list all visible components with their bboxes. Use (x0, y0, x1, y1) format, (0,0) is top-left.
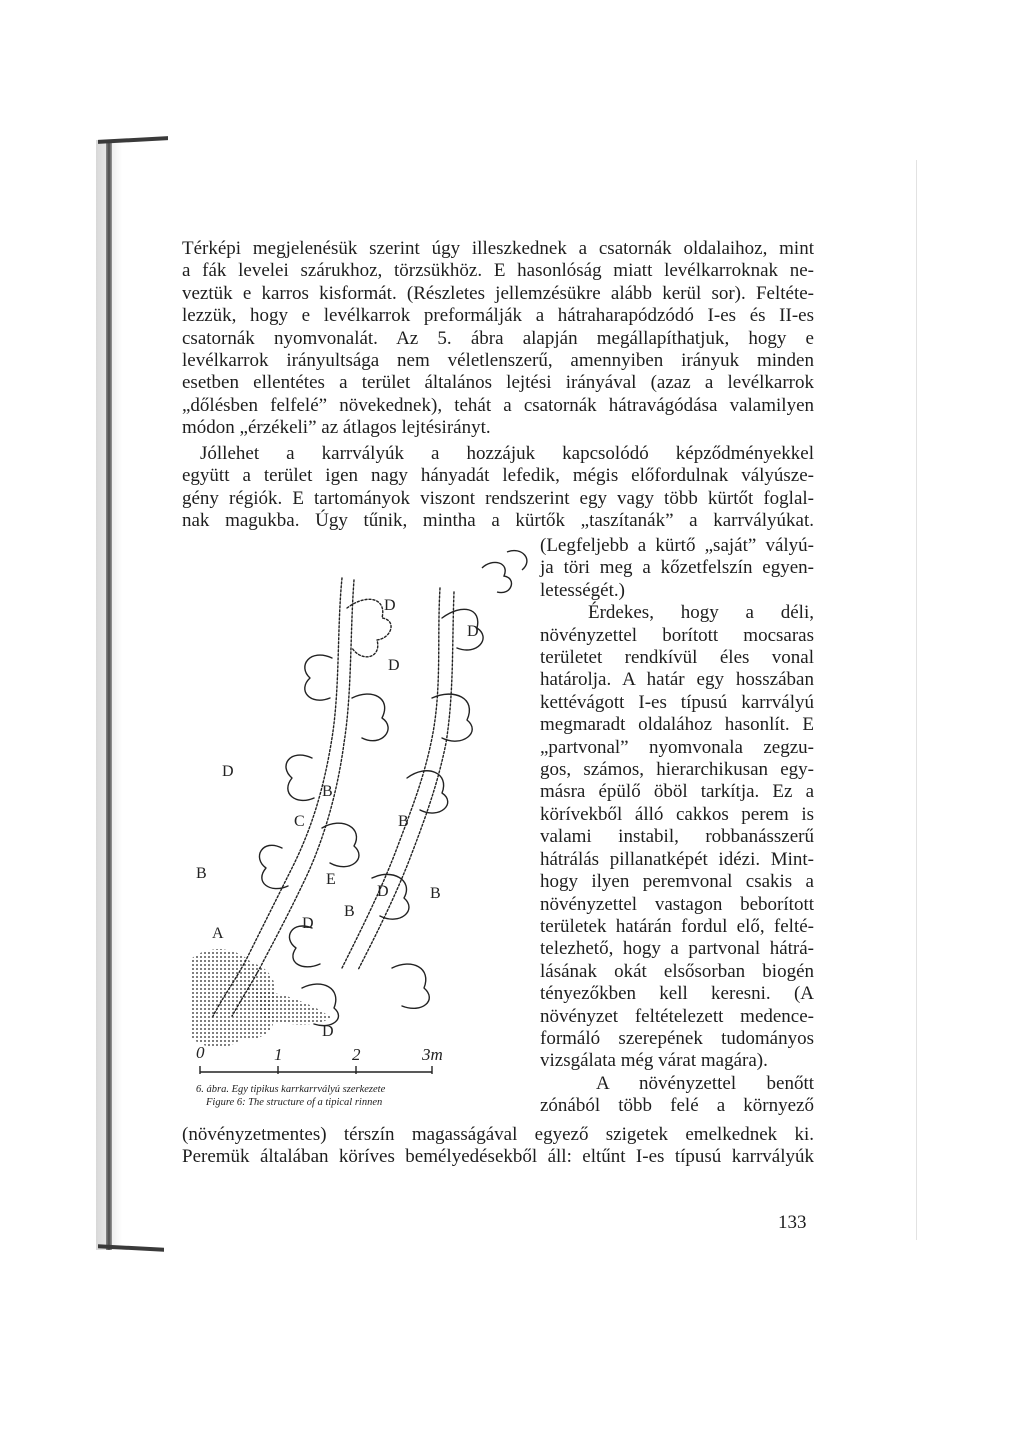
sketch-label: B (322, 783, 333, 800)
text-line: zónából több felé a környező (540, 1095, 814, 1117)
karren-sketch (192, 548, 532, 1104)
text-line: körívekből álló cakkos perem is (540, 803, 814, 825)
paragraph-2 (182, 443, 814, 533)
scale-bar (196, 1043, 443, 1074)
scale-label: 3m (422, 1045, 443, 1064)
sketch-label: D (388, 657, 400, 674)
text-line: „partvonal” nyomvonala zegzu- (540, 736, 814, 758)
sketch-label: B (196, 865, 207, 882)
text-line: (növényzetmentes) térszín magasságával egyező szigetek emelkednek ki. (182, 1124, 814, 1145)
sketch-label: C (294, 813, 305, 830)
text-line: Térképi megjelenésük szerint úgy illeszkednek a csatornák oldalaihoz, mint (182, 238, 814, 259)
scale-label: 2 (352, 1045, 361, 1064)
text-line: határolja. A határ egy hosszában (540, 669, 814, 691)
text-line: növényzettel borított mocsaras (540, 624, 814, 646)
text-line: lásának okát elsősorban biogén (540, 960, 814, 982)
sketch-label: D (302, 915, 314, 932)
text-line: A növényzettel benőtt (596, 1072, 814, 1094)
text-line: veztük e karros kisformát. (Részletes jellemzésükre alább kerül sor). Feltéte- (182, 282, 814, 304)
text-line: területek határán fordul elő, felté- (540, 915, 814, 937)
text-line: valami instabil, robbanásszerű (540, 826, 814, 848)
figure-caption (196, 1083, 516, 1109)
sketch-label: D (467, 623, 479, 640)
text-line: hogy ilyen peremvonal csakis a (540, 871, 814, 893)
text-line: területet rendkívül éles vonal (540, 647, 814, 669)
sketch-label: D (377, 883, 389, 900)
sketch-label: B (430, 885, 441, 902)
text-line: „dőlésben felfelé” növekednek), tehát a csatornák hátravágódása valamilyen (182, 394, 814, 416)
text-line: csatornák nyomvonalát. Az 5. ábra alapján megállapíthatjuk, hogy e (182, 327, 814, 349)
text-line: Érdekes, hogy a déli, (588, 602, 814, 624)
text-line: (Legfeljebb a kürtő „saját” vályú- (540, 535, 814, 556)
north-marker-icon (482, 551, 527, 593)
text-line: formáló szerepének tudományos (540, 1027, 814, 1049)
text-line: Peremük általában köríves bemélyedésekből áll: eltűnt I-es típusú karrvályúk (182, 1146, 814, 1168)
corner-mark-top (98, 136, 168, 144)
text-line: növényzettel vastagon beborított (540, 893, 814, 915)
text-line: nak magukba. Úgy tűnik, mintha a kürtők „taszítanák” a karrvályúkat. (182, 510, 814, 532)
sketch-label: E (326, 871, 336, 888)
scale-label: 1 (274, 1045, 283, 1064)
page-number: 133 (778, 1212, 807, 1233)
text-line: módon „érzékeli” az átlagos lejtésirányt. (182, 417, 491, 439)
text-line: kettévágott I-es típusú karrvályú (540, 691, 814, 713)
paragraph-1 (182, 238, 814, 440)
karren-sketch-figure (192, 548, 532, 1104)
text-line: gény régiók. E tartományok viszont rendszerint egy vagy több kürtőt foglal- (182, 487, 814, 509)
text-line: tényezőkben kell keresni. (A (540, 983, 814, 1005)
sketch-label: D (384, 597, 396, 614)
text-line: hátrálás pillanatképét idézi. Mint- (540, 848, 814, 870)
page-edge (916, 160, 917, 1240)
text-line: megmaradt oldalához hasonlít. E (540, 714, 814, 736)
text-line: vizsgálata még várat magára). (540, 1050, 768, 1072)
caption-english: Figure 6: The structure of a tipical rinnen (206, 1097, 383, 1108)
text-line: lezzük, hogy e levélkarrok preformálják a hátraharapódzódó I-es és II-es (182, 305, 814, 327)
text-line: a fák levelei szárukhoz, törzsükhöz. E hasonlóság miatt levélkarroknak ne- (182, 260, 814, 282)
caption-hungarian: 6. ábra. Egy tipikus karrkarrvályú szerkezete (196, 1084, 386, 1095)
sketch-label: B (398, 813, 409, 830)
sketch-label: B (344, 903, 355, 920)
corner-mark-bottom (98, 1244, 164, 1251)
sketch-label: D (322, 1023, 334, 1040)
paragraph-3 (540, 535, 814, 1118)
binding-line (106, 140, 112, 1250)
text-line: Jóllehet a karrvályúk a hozzájuk kapcsolódó képződményekkel (200, 443, 814, 464)
text-line: másra épülő öböl tarkítja. Ez a (540, 781, 814, 803)
text-line: együtt a terület igen nagy hányadát lefedik, mégis előfordulnak vályúsze- (182, 465, 814, 487)
scale-label: 0 (196, 1043, 205, 1062)
text-line: letességét.) (540, 579, 625, 601)
paragraph-4 (182, 1124, 814, 1169)
text-line: levélkarrok irányultsága nem véletlenszerű, amennyiben irányuk minden (182, 350, 814, 372)
text-line: gos, számos, hierarchikusan egy- (540, 759, 814, 781)
sketch-label: A (212, 925, 224, 942)
text-line: telezhető, hogy a partvonal hátrá- (540, 938, 814, 960)
text-line: ja töri meg a kőzetfelszín egyen- (540, 557, 814, 579)
text-line: növényzet feltételezett medence- (540, 1005, 814, 1027)
sketch-label: D (222, 763, 234, 780)
text-line: esetben ellentétes a terület általános lejtési irányával (azaz a levélkarrok (182, 372, 814, 394)
